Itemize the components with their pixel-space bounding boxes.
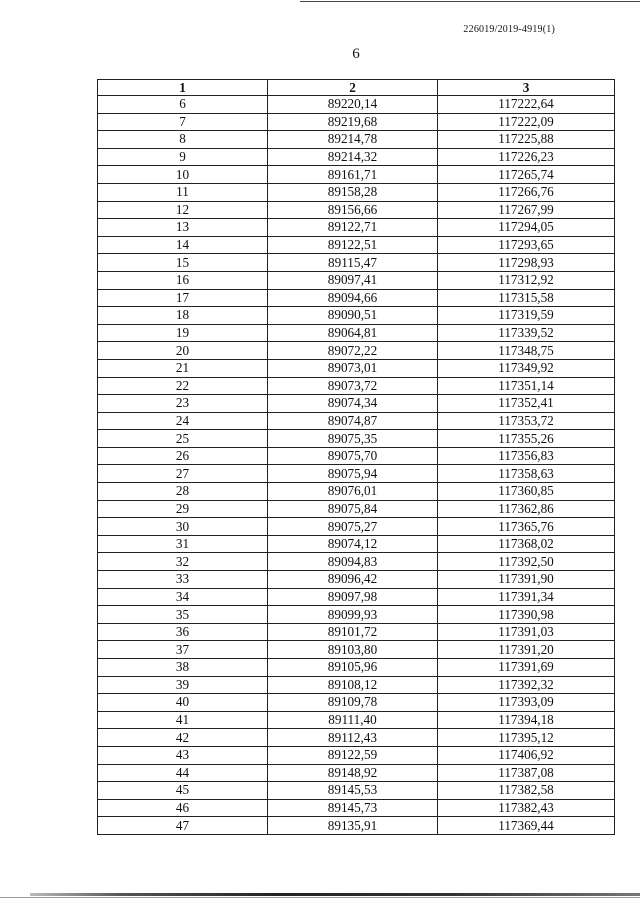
table-row (98, 166, 615, 184)
cell-y-coordinate: 117382,58 (438, 782, 615, 800)
cell-point-number: 25 (98, 430, 268, 448)
cell-x-coordinate: 89219,68 (268, 113, 438, 131)
cell-y-coordinate: 117387,08 (438, 764, 615, 782)
cell-point-number: 22 (98, 377, 268, 395)
table-row (98, 782, 615, 800)
cell-y-coordinate: 117406,92 (438, 746, 615, 764)
table-row (98, 588, 615, 606)
cell-point-number: 45 (98, 782, 268, 800)
cell-point-number: 46 (98, 799, 268, 817)
cell-y-coordinate: 117319,59 (438, 307, 615, 325)
table-body (98, 96, 615, 835)
cell-point-number: 30 (98, 518, 268, 536)
cell-y-coordinate: 117356,83 (438, 447, 615, 465)
cell-point-number: 38 (98, 659, 268, 677)
column-header-number: 1 (98, 80, 268, 96)
cell-point-number: 27 (98, 465, 268, 483)
column-header-x: 2 (268, 80, 438, 96)
cell-y-coordinate: 117294,05 (438, 219, 615, 237)
table-row (98, 483, 615, 501)
cell-x-coordinate: 89156,66 (268, 201, 438, 219)
table-row (98, 148, 615, 166)
table-row (98, 465, 615, 483)
cell-y-coordinate: 117391,69 (438, 659, 615, 677)
cell-x-coordinate: 89099,93 (268, 606, 438, 624)
cell-y-coordinate: 117315,58 (438, 289, 615, 307)
cell-point-number: 40 (98, 694, 268, 712)
cell-x-coordinate: 89101,72 (268, 623, 438, 641)
table-row (98, 606, 615, 624)
cell-point-number: 32 (98, 553, 268, 571)
cell-point-number: 20 (98, 342, 268, 360)
cell-point-number: 34 (98, 588, 268, 606)
table-row (98, 412, 615, 430)
cell-point-number: 21 (98, 359, 268, 377)
table-row (98, 254, 615, 272)
table-row (98, 535, 615, 553)
cell-point-number: 29 (98, 500, 268, 518)
cell-y-coordinate: 117395,12 (438, 729, 615, 747)
table-row (98, 324, 615, 342)
cell-x-coordinate: 89214,78 (268, 131, 438, 149)
cell-x-coordinate: 89094,66 (268, 289, 438, 307)
cell-point-number: 15 (98, 254, 268, 272)
cell-x-coordinate: 89064,81 (268, 324, 438, 342)
table-row (98, 817, 615, 835)
cell-y-coordinate: 117225,88 (438, 131, 615, 149)
cell-y-coordinate: 117393,09 (438, 694, 615, 712)
cell-y-coordinate: 117391,03 (438, 623, 615, 641)
table-row (98, 711, 615, 729)
cell-x-coordinate: 89105,96 (268, 659, 438, 677)
cell-y-coordinate: 117267,99 (438, 201, 615, 219)
table-row (98, 395, 615, 413)
cell-point-number: 11 (98, 183, 268, 201)
cell-x-coordinate: 89073,72 (268, 377, 438, 395)
table-row (98, 694, 615, 712)
table-row (98, 659, 615, 677)
cell-x-coordinate: 89074,12 (268, 535, 438, 553)
cell-point-number: 13 (98, 219, 268, 237)
cell-x-coordinate: 89122,51 (268, 236, 438, 254)
cell-x-coordinate: 89145,73 (268, 799, 438, 817)
cell-x-coordinate: 89112,43 (268, 729, 438, 747)
table-row (98, 500, 615, 518)
table-row (98, 430, 615, 448)
cell-y-coordinate: 117339,52 (438, 324, 615, 342)
cell-point-number: 10 (98, 166, 268, 184)
table-row (98, 377, 615, 395)
cell-x-coordinate: 89075,27 (268, 518, 438, 536)
table-row (98, 96, 615, 114)
cell-y-coordinate: 117351,14 (438, 377, 615, 395)
cell-point-number: 39 (98, 676, 268, 694)
cell-y-coordinate: 117391,34 (438, 588, 615, 606)
cell-x-coordinate: 89072,22 (268, 342, 438, 360)
cell-point-number: 12 (98, 201, 268, 219)
cell-point-number: 43 (98, 746, 268, 764)
cell-x-coordinate: 89161,71 (268, 166, 438, 184)
cell-y-coordinate: 117392,32 (438, 676, 615, 694)
table-row (98, 676, 615, 694)
table-row (98, 131, 615, 149)
cell-x-coordinate: 89073,01 (268, 359, 438, 377)
column-header-y: 3 (438, 80, 615, 96)
cell-y-coordinate: 117368,02 (438, 535, 615, 553)
cell-x-coordinate: 89074,34 (268, 395, 438, 413)
cell-y-coordinate: 117222,64 (438, 96, 615, 114)
cell-x-coordinate: 89111,40 (268, 711, 438, 729)
cell-y-coordinate: 117226,23 (438, 148, 615, 166)
cell-y-coordinate: 117358,63 (438, 465, 615, 483)
table-row (98, 342, 615, 360)
cell-x-coordinate: 89076,01 (268, 483, 438, 501)
table-row (98, 447, 615, 465)
cell-x-coordinate: 89135,91 (268, 817, 438, 835)
cell-point-number: 16 (98, 271, 268, 289)
cell-x-coordinate: 89097,41 (268, 271, 438, 289)
table-row (98, 236, 615, 254)
table-row (98, 359, 615, 377)
cell-y-coordinate: 117365,76 (438, 518, 615, 536)
cell-y-coordinate: 117360,85 (438, 483, 615, 501)
cell-x-coordinate: 89148,92 (268, 764, 438, 782)
cell-x-coordinate: 89074,87 (268, 412, 438, 430)
cell-x-coordinate: 89075,70 (268, 447, 438, 465)
table-row (98, 641, 615, 659)
cell-x-coordinate: 89109,78 (268, 694, 438, 712)
cell-y-coordinate: 117293,65 (438, 236, 615, 254)
cell-y-coordinate: 117312,92 (438, 271, 615, 289)
table-row (98, 623, 615, 641)
cell-x-coordinate: 89075,35 (268, 430, 438, 448)
cell-point-number: 26 (98, 447, 268, 465)
table-row (98, 219, 615, 237)
cell-point-number: 28 (98, 483, 268, 501)
cell-point-number: 19 (98, 324, 268, 342)
cell-y-coordinate: 117391,20 (438, 641, 615, 659)
cell-point-number: 6 (98, 96, 268, 114)
cell-y-coordinate: 117349,92 (438, 359, 615, 377)
cell-x-coordinate: 89145,53 (268, 782, 438, 800)
cell-point-number: 47 (98, 817, 268, 835)
cell-point-number: 24 (98, 412, 268, 430)
cell-y-coordinate: 117353,72 (438, 412, 615, 430)
cell-x-coordinate: 89214,32 (268, 148, 438, 166)
cell-point-number: 31 (98, 535, 268, 553)
cell-y-coordinate: 117266,76 (438, 183, 615, 201)
cell-x-coordinate: 89090,51 (268, 307, 438, 325)
cell-point-number: 18 (98, 307, 268, 325)
table-header-row (98, 80, 615, 96)
cell-x-coordinate: 89094,83 (268, 553, 438, 571)
cell-x-coordinate: 89122,59 (268, 746, 438, 764)
cell-point-number: 33 (98, 571, 268, 589)
cell-point-number: 17 (98, 289, 268, 307)
cell-y-coordinate: 117382,43 (438, 799, 615, 817)
top-rule (300, 1, 640, 2)
cell-y-coordinate: 117392,50 (438, 553, 615, 571)
table-row (98, 571, 615, 589)
document-id: 226019/2019-4919(1) (463, 24, 555, 35)
cell-y-coordinate: 117265,74 (438, 166, 615, 184)
table-row (98, 799, 615, 817)
cell-x-coordinate: 89122,71 (268, 219, 438, 237)
cell-point-number: 14 (98, 236, 268, 254)
cell-x-coordinate: 89220,14 (268, 96, 438, 114)
cell-x-coordinate: 89108,12 (268, 676, 438, 694)
cell-x-coordinate: 89075,94 (268, 465, 438, 483)
cell-point-number: 37 (98, 641, 268, 659)
cell-point-number: 8 (98, 131, 268, 149)
table-row (98, 764, 615, 782)
cell-y-coordinate: 117390,98 (438, 606, 615, 624)
cell-point-number: 7 (98, 113, 268, 131)
scan-edge-line (30, 893, 640, 896)
cell-y-coordinate: 117394,18 (438, 711, 615, 729)
cell-x-coordinate: 89096,42 (268, 571, 438, 589)
table-row (98, 201, 615, 219)
cell-x-coordinate: 89158,28 (268, 183, 438, 201)
cell-x-coordinate: 89097,98 (268, 588, 438, 606)
cell-point-number: 9 (98, 148, 268, 166)
cell-y-coordinate: 117352,41 (438, 395, 615, 413)
cell-y-coordinate: 117362,86 (438, 500, 615, 518)
cell-point-number: 42 (98, 729, 268, 747)
cell-point-number: 35 (98, 606, 268, 624)
cell-y-coordinate: 117298,93 (438, 254, 615, 272)
cell-x-coordinate: 89115,47 (268, 254, 438, 272)
cell-y-coordinate: 117391,90 (438, 571, 615, 589)
cell-point-number: 41 (98, 711, 268, 729)
cell-point-number: 36 (98, 623, 268, 641)
cell-y-coordinate: 117222,09 (438, 113, 615, 131)
table-row (98, 271, 615, 289)
table-row (98, 746, 615, 764)
coordinates-table (97, 79, 615, 835)
cell-y-coordinate: 117355,26 (438, 430, 615, 448)
cell-point-number: 44 (98, 764, 268, 782)
table-row (98, 518, 615, 536)
table-row (98, 553, 615, 571)
cell-point-number: 23 (98, 395, 268, 413)
table-row (98, 113, 615, 131)
table-row (98, 289, 615, 307)
cell-y-coordinate: 117348,75 (438, 342, 615, 360)
page-number: 6 (352, 46, 360, 62)
cell-y-coordinate: 117369,44 (438, 817, 615, 835)
scan-edge-line-thin (0, 897, 640, 898)
table-row (98, 729, 615, 747)
table-row (98, 307, 615, 325)
table-row (98, 183, 615, 201)
cell-x-coordinate: 89103,80 (268, 641, 438, 659)
cell-x-coordinate: 89075,84 (268, 500, 438, 518)
